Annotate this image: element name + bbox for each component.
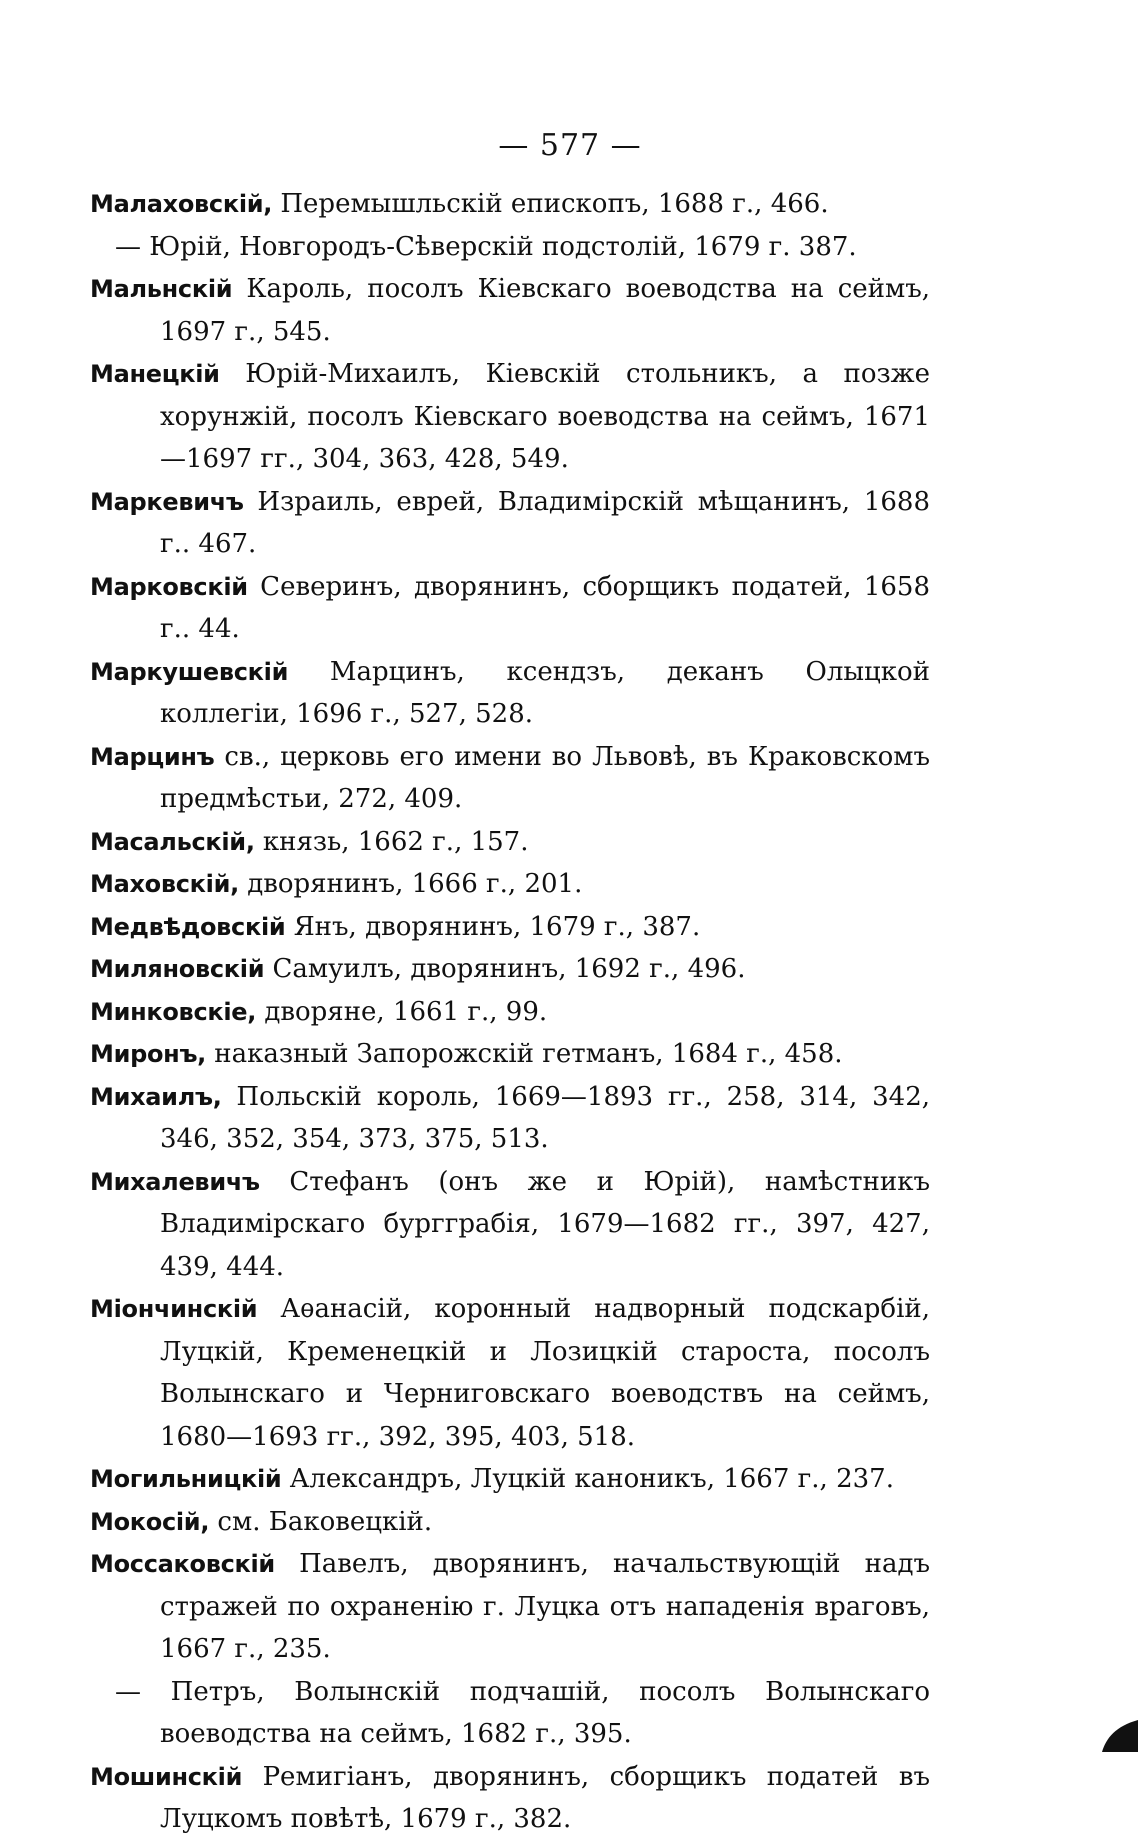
entry-text: Кароль, посолъ Кіевскаго воеводства на сеймъ, 1697 г., 545. <box>160 274 930 347</box>
entry-text: Северинъ, дворянинъ, сборщикъ податей, 1658 г.. 44. <box>160 571 930 644</box>
entry-head: Малаховскій, <box>90 190 273 218</box>
entry-head: Маховскій, <box>90 870 239 898</box>
index-entry <box>90 566 930 651</box>
index-entry <box>90 1458 930 1501</box>
index-entry <box>90 481 930 566</box>
entry-text: Стефанъ (онъ же и Юрій), намѣстникъ Владимірскаго бургграбія, 1679—1682 гг., 397, 427, 439, 444. <box>160 1166 930 1282</box>
entry-head: Маркевичъ <box>90 487 244 516</box>
entry-text: дворянинъ, 1666 г., 201. <box>247 869 583 899</box>
index-entry <box>90 821 930 864</box>
page-number: — 577 — <box>498 128 642 163</box>
entry-head: Манецкій <box>90 360 220 388</box>
entry-text: Самуилъ, дворянинъ, 1692 г., 496. <box>272 954 746 984</box>
index-entry <box>90 268 930 353</box>
entry-text: князь, 1662 г., 157. <box>262 826 529 857</box>
index-entry <box>90 863 930 906</box>
entry-head: Марковскій <box>90 572 248 601</box>
entry-head: Медвѣдовскій <box>90 912 286 941</box>
index-entry <box>90 183 930 226</box>
entry-head: Мошинскій <box>90 1762 243 1791</box>
index-entry <box>90 1543 930 1671</box>
entry-text: Ремигіанъ, дворянинъ, сборщикъ податей въ Луцкомъ повѣтѣ, 1679 г., 382. <box>160 1761 930 1834</box>
entry-head: Моссаковскій <box>90 1550 275 1578</box>
entry-text: Перемышльскій епископъ, 1688 г., 466. <box>280 189 829 219</box>
entry-head: Михаилъ, <box>90 1082 222 1111</box>
index-entry <box>90 1288 930 1458</box>
index-entry <box>90 1076 930 1161</box>
entry-head: Міончинскій <box>90 1295 258 1323</box>
entry-text: Юрій-Михаилъ, Кіевскій стольникъ, а позже хорунжій, посолъ Кіевскаго воеводства на сеймъ, 1671—1697 гг., 304, 363, 428, 549. <box>160 359 930 474</box>
entry-text: — Юрій, Новгородъ-Сѣверскій подстолій, 1679 г. 387. <box>115 231 857 262</box>
index-entry <box>90 736 930 821</box>
entry-text: дворяне, 1661 г., 99. <box>264 996 548 1027</box>
index-entry <box>90 1756 930 1841</box>
entry-head: Мокосій, <box>90 1507 210 1536</box>
entry-head: Миляновскій <box>90 955 265 983</box>
index-entry <box>90 1033 930 1076</box>
entry-text: Павелъ, дворянинъ, начальствующій надъ стражей по охраненію г. Луцка отъ нападенія враговъ, 1667 г., 235. <box>160 1549 930 1664</box>
entry-text: — Петръ, Волынскій подчашій, посолъ Волынскаго воеводства на сеймъ, 1682 г., 395. <box>115 1676 930 1749</box>
entry-text: Польскій король, 1669—1893 гг., 258, 314, 342, 346, 352, 354, 373, 375, 513. <box>160 1081 930 1154</box>
entry-text: Александръ, Луцкій каноникъ, 1667 г., 237. <box>289 1464 894 1494</box>
scan-corner-mark <box>1100 1718 1140 1754</box>
entry-head: Минковскіе, <box>90 997 257 1026</box>
entry-text: Израиль, еврей, Владимірскій мѣщанинъ, 1688 г.. 467. <box>160 486 931 559</box>
index-entry <box>90 906 930 949</box>
index-entry <box>90 948 930 991</box>
index-subentry <box>90 1671 930 1756</box>
index-entry <box>90 991 930 1034</box>
index-entry <box>90 1161 930 1289</box>
index-entry <box>90 651 930 736</box>
entry-head: Миронъ, <box>90 1040 207 1068</box>
entry-text: св., церковь его имени во Львовѣ, въ Краковскомъ предмѣстьи, 272, 409. <box>160 741 930 814</box>
entry-text: Марцинъ, ксендзъ, деканъ Олыцкой коллегіи, 1696 г., 527, 528. <box>160 656 931 729</box>
entry-head: Михалевичъ <box>90 1167 260 1196</box>
index-entry <box>90 353 930 481</box>
entry-head: Маркушевскій <box>90 657 289 686</box>
entry-head: Марцинъ <box>90 742 215 771</box>
entry-text: Янъ, дворянинъ, 1679 г., 387. <box>293 911 701 942</box>
entry-text: наказный Запорожскій гетманъ, 1684 г., 458. <box>214 1039 843 1069</box>
index-subentry <box>90 226 930 269</box>
entry-head: Могильницкій <box>90 1465 282 1493</box>
entry-head: Масальскій, <box>90 827 255 856</box>
entry-text: см. Баковецкій. <box>217 1506 433 1537</box>
entry-text: Аѳанасій, коронный надворный подскарбій, Луцкій, Кременецкій и Лозицкій староста, посолъ Волынскаго и Черниговскаго воеводствъ на сеймъ, 1680—1693 гг., 392, 395, 403, 518. <box>160 1294 930 1452</box>
index-entry <box>90 1501 930 1544</box>
index-list <box>90 183 930 1841</box>
entry-head: Мальнскій <box>90 275 233 303</box>
